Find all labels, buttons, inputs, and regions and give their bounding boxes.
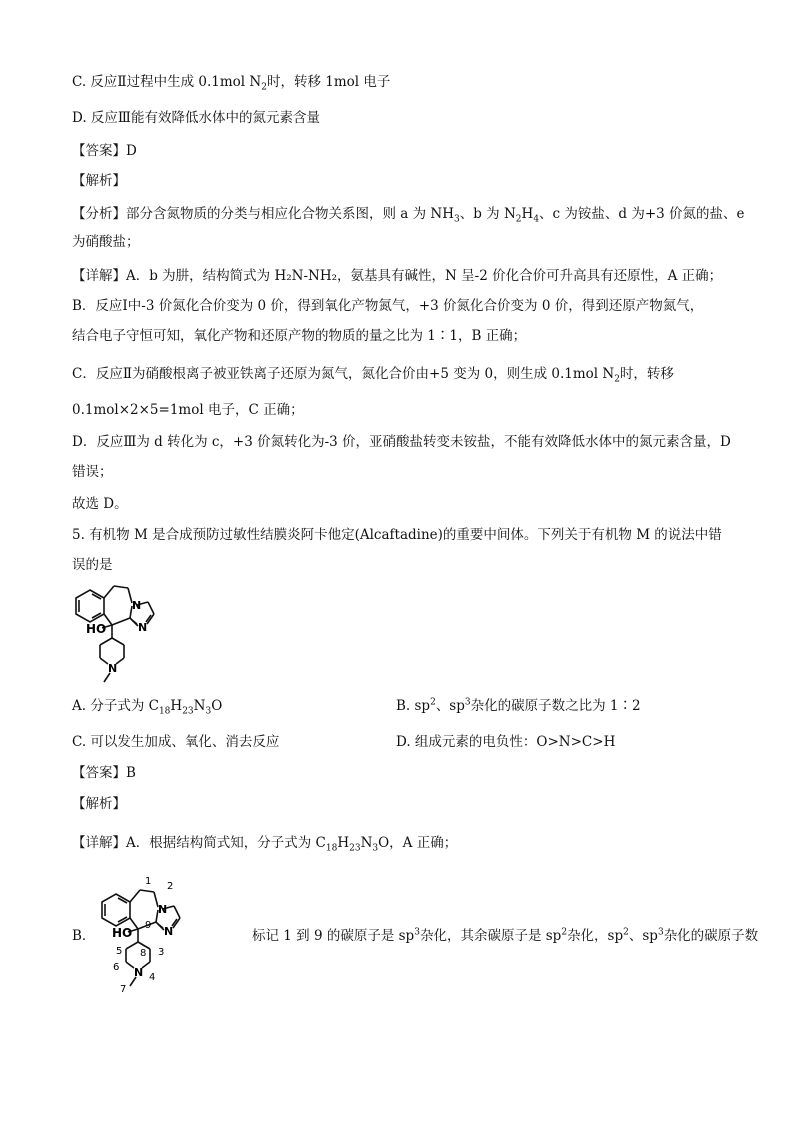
n-label-3: N: [108, 662, 118, 675]
xiangjie-b-line-2: 结合电子守恒可知，氧化产物和还原产物的物质的量之比为 1∶1，B 正确；: [72, 328, 527, 344]
xiangjie-d-line-2: 错误；: [72, 464, 113, 480]
n-label-1: N: [132, 599, 142, 612]
n-label-2: N: [138, 621, 148, 634]
ho-label: HO: [86, 622, 107, 636]
xiangjie-d-line-1: D．反应Ⅲ为 d 转化为 c，+3 价氮转化为-3 价，亚硝酸盐转变未铵盐，不能有效降低水体中的氮元素含量，D: [72, 434, 731, 450]
q5-answer-tag: 【答案】: [72, 765, 126, 781]
molecule-m-numbered-structure: [96, 870, 256, 1000]
atom-number-6: 6: [113, 962, 120, 973]
conclusion-line: 故选 D。: [72, 496, 128, 512]
numbered-n-label-2: N: [164, 925, 174, 938]
analysis-heading: 【解析】: [72, 173, 126, 189]
q5-option-a[interactable]: A. 分子式为 $C_{18}H_{23}N_3O$: [72, 698, 223, 717]
q5-xiangjie-b-prefix: B．: [72, 928, 96, 944]
atom-number-2: 2: [167, 881, 174, 892]
atom-number-5: 5: [116, 946, 123, 957]
xiangjie-c-line-2: 0.1mol×2×5=1mol 电子，C 正确；: [72, 402, 304, 418]
answer-tag: 【答案】: [72, 143, 126, 159]
xiangjie-b-line-1: B．反应Ⅰ中-3 价氮化合价变为 0 价，得到氧化产物氮气，+3 价氮化合价变为 0 价，得到还原产物氮气，: [72, 298, 704, 314]
q5-answer-value: B: [126, 765, 136, 781]
atom-number-3: 3: [158, 947, 165, 958]
q5-option-d[interactable]: D. 组成元素的电负性：O>N>C>H: [396, 734, 616, 750]
q5-analysis-heading: 【解析】: [72, 796, 126, 812]
numbered-n-label-3: N: [134, 966, 144, 979]
numbered-ho-label: HO: [112, 926, 133, 940]
q5-option-b[interactable]: B. $sp^2$、$sp^3$杂化的碳原子数之比为 1∶2: [396, 697, 641, 714]
q5-answer-line: [72, 763, 742, 783]
answer-line: [72, 141, 742, 161]
q5-stem-line-1: 5. 有机物 M 是合成预防过敏性结膜炎阿卡他定(Alcaftadine)的重要中间体。下列关于有机物 M 的说法中错: [72, 527, 722, 543]
atom-number-8: 8: [140, 948, 147, 959]
fenxi-line-2: 为硝酸盐；: [72, 234, 140, 250]
q5-option-c[interactable]: C. 可以发生加成、氧化、消去反应: [72, 734, 280, 750]
atom-number-9: 9: [145, 920, 152, 931]
atom-number-4: 4: [149, 972, 156, 983]
q5-xiangjie-b-text: 标记 1 到 9 的碳原子是 $sp^3$杂化，其余碳原子是 $sp^2$杂化，$sp^2$、$sp^3$杂化的碳原子数: [252, 927, 759, 944]
option-d-line: D. 反应Ⅲ能有效降低水体中的氮元素含量: [72, 110, 320, 126]
option-c-line: C. 反应Ⅱ过程中生成 0.1mol $N_2$时，转移 1mol 电子: [72, 74, 391, 93]
q5-xiangjie-a-line: 【详解】A．根据结构简式知，分子式为 $C_{18}H_{23}N_3O$，A 正确；: [72, 835, 458, 854]
xiangjie-c-line-1: C．反应Ⅱ为硝酸根离子被亚铁离子还原为氮气，氮化合价由+5 变为 0，则生成 0.1mol $N_2$时，转移: [72, 366, 674, 385]
xiangjie-a-line: 【详解】A．b 为肼，结构简式为 H₂N-NH₂，氨基具有碱性，N 呈-2 价化合价可升高具有还原性，A 正确；: [72, 268, 723, 284]
atom-number-1: 1: [145, 876, 152, 887]
molecule-m-structure: [70, 578, 170, 688]
answer-value: D: [126, 143, 137, 159]
q5-stem-line-2: 误的是: [72, 557, 113, 573]
fenxi-line-1: 【分析】部分含氮物质的分类与相应化合物关系图，则 a 为 $NH_3$、b 为 $N_2H_4$、c 为铵盐、d 为+3 价氮的盐、e: [72, 206, 745, 225]
atom-number-7: 7: [120, 984, 127, 995]
numbered-n-label-1: N: [158, 903, 168, 916]
